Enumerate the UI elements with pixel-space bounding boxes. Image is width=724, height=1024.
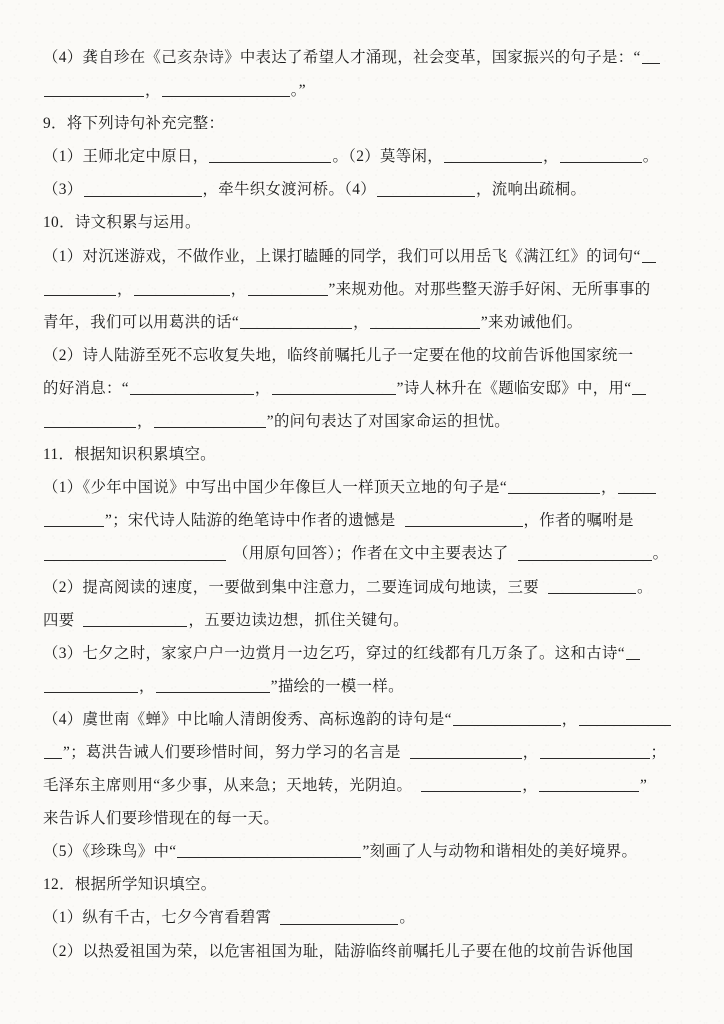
text-line [43, 206, 685, 239]
text-run: ， [254, 379, 271, 397]
answer-blank[interactable] [240, 314, 352, 329]
text-line [43, 140, 685, 173]
answer-blank[interactable] [162, 82, 290, 97]
answer-blank[interactable] [44, 545, 226, 560]
answer-blank[interactable] [579, 711, 671, 726]
answer-blank[interactable] [642, 49, 660, 64]
text-run: （1）《少年中国说》中写出中国少年像巨人一样顶天立地的句子是 [43, 479, 500, 497]
close-quote-mark: ” [63, 743, 71, 761]
text-run: （1）对沉迷游戏，不做作业，上课打瞌睡的同学，我们可以用岳飞《满江红》的词句 [43, 247, 634, 265]
answer-blank[interactable] [272, 380, 396, 395]
text-line [43, 736, 685, 769]
answer-blank[interactable] [618, 479, 656, 494]
text-line [43, 405, 685, 438]
text-run: （4）龚自珍在《己亥杂诗》中表达了希望人才涌现，社会变革，国家振兴的句子是： [43, 49, 634, 66]
text-run: 。 [642, 148, 659, 166]
text-run: 毛泽东主席则用 [43, 777, 154, 795]
open-quote-mark: “ [444, 710, 452, 728]
text-line [43, 74, 685, 107]
text-run: ；宋代诗人陆游的绝笔诗中作者的遗憾是 [112, 512, 396, 530]
close-quote-mark: ” [105, 512, 113, 530]
answer-blank[interactable] [370, 314, 480, 329]
text-line [43, 703, 685, 736]
text-line [43, 901, 685, 934]
text-run: 描绘的一模一样。 [277, 677, 404, 695]
close-quote-mark: ” [298, 82, 306, 100]
text-run: （5）《珍珠鸟》中 [43, 843, 170, 861]
text-run: 诗人林升在《题临安邸》中，用 [403, 379, 625, 397]
text-line [43, 173, 685, 206]
open-quote-mark: “ [633, 49, 641, 66]
text-run: （2）提高阅读的速度，一要做到集中注意力，二要连词成句地读，三要 [43, 578, 540, 596]
close-quote-mark: ” [639, 777, 648, 795]
text-run: ； [650, 743, 667, 761]
text-run: （用原句回答）；作者在文中主要表达了 [233, 545, 509, 563]
text-line [43, 372, 685, 405]
answer-blank[interactable] [154, 413, 266, 428]
text-run: 10．诗文积累与运用。 [43, 214, 201, 232]
close-quote-mark: ” [362, 843, 370, 861]
text-line [43, 273, 685, 306]
text-line [43, 670, 685, 703]
text-line [43, 769, 685, 802]
text-line [43, 339, 685, 372]
answer-blank[interactable] [84, 181, 202, 196]
text-run: ， [542, 148, 559, 166]
text-run: ；葛洪告诫人们要珍惜时间，努力学习的名言是 [70, 743, 401, 761]
answer-blank[interactable] [280, 909, 398, 924]
text-run: ， [522, 777, 538, 795]
answer-blank[interactable] [44, 82, 144, 97]
text-run: 。 [652, 545, 669, 563]
answer-blank[interactable] [508, 479, 600, 494]
answer-blank[interactable] [377, 181, 475, 196]
answer-blank[interactable] [453, 711, 561, 726]
text-run: （1）王师北定中原日， [43, 148, 209, 166]
text-run: 。 [290, 82, 299, 100]
text-run: ， [145, 82, 161, 100]
answer-blank[interactable] [83, 612, 187, 627]
text-run: （3）七夕之时，家家户户一边赏月一边乞巧，穿过的红线都有几万条了。这和古诗 [43, 644, 618, 662]
text-run: （2）诗人陆游至死不忘收复失地，临终前嘱托儿子一定要在他的坟前告诉他国家统一 [43, 346, 634, 364]
answer-blank[interactable] [410, 744, 522, 759]
text-run: 来告诉人们要珍惜现在的每一天。 [43, 810, 280, 828]
text-run: ， [117, 280, 133, 298]
text-line [43, 438, 685, 471]
text-run: 。 [399, 909, 416, 927]
text-run: ，流响出疏桐。 [476, 181, 587, 199]
answer-blank[interactable] [44, 744, 62, 759]
answer-blank[interactable] [44, 678, 138, 693]
open-quote-mark: “ [169, 843, 177, 861]
answer-blank[interactable] [632, 380, 646, 395]
text-run: 来规劝他。对那些整天游手好闲、无所事事的 [335, 280, 651, 298]
text-line [43, 868, 685, 901]
close-quote-mark: ” [396, 379, 404, 397]
close-quote-mark: ” [328, 280, 336, 298]
text-line [43, 637, 685, 670]
answer-blank[interactable] [444, 148, 542, 163]
text-run: ， [353, 313, 369, 331]
text-run: ， [139, 677, 155, 695]
text-run: （2）以热爱祖国为荣，以危害祖国为耻，陆游临终前嘱托儿子要在他的坟前告诉他国 [43, 942, 634, 960]
text-run: 多少事，从来急；天地转，光阴迫。 [160, 777, 413, 795]
open-quote-mark: “ [121, 379, 129, 397]
text-run: 。（2）莫等闲， [332, 148, 443, 166]
open-quote-mark: “ [231, 313, 240, 331]
answer-blank[interactable] [626, 645, 640, 660]
text-run: ， [561, 710, 578, 728]
text-line [43, 537, 685, 570]
text-run: 的好消息： [43, 379, 122, 397]
text-line [43, 935, 685, 968]
text-line [43, 240, 685, 273]
text-line [43, 107, 685, 140]
text-run: ， [137, 413, 153, 431]
text-line [43, 802, 685, 835]
text-run: （1）纵有千古，七夕今宵看碧霄 [43, 909, 272, 927]
answer-blank[interactable] [405, 512, 523, 527]
worksheet-text-body [43, 41, 685, 968]
answer-blank[interactable] [209, 148, 331, 163]
close-quote-mark: ” [270, 677, 278, 695]
open-quote-mark: “ [617, 644, 625, 662]
text-run: 的问句表达了对国家命运的担忧。 [273, 413, 511, 431]
answer-blank[interactable] [548, 578, 636, 593]
answer-blank[interactable] [44, 281, 116, 296]
text-run: 刻画了人与动物和谐相处的美好境界。 [369, 843, 638, 861]
text-run: （4）虞世南《蝉》中比喻人清朗俊秀、高标逸韵的诗句是 [43, 710, 445, 728]
text-run: （3） [43, 181, 83, 199]
close-quote-mark: ” [266, 413, 274, 431]
text-line [43, 306, 685, 339]
text-line [43, 504, 685, 537]
answer-blank[interactable] [44, 413, 136, 428]
open-quote-mark: “ [153, 777, 161, 795]
open-quote-mark: “ [499, 479, 508, 497]
text-run: 来劝诫他们。 [488, 313, 583, 331]
text-line [43, 604, 685, 637]
open-quote-mark: “ [633, 247, 641, 265]
text-run: 12．根据所学知识填空。 [43, 876, 217, 894]
answer-blank[interactable] [421, 777, 521, 792]
answer-blank[interactable] [130, 380, 254, 395]
answer-blank[interactable] [539, 777, 639, 792]
text-line [43, 571, 685, 604]
answer-blank[interactable] [560, 148, 642, 163]
answer-blank[interactable] [642, 248, 656, 263]
text-run: 9．将下列诗句补充完整： [43, 115, 225, 133]
text-line [43, 41, 685, 74]
open-quote-mark: “ [624, 379, 632, 397]
text-run: 四要 [43, 611, 75, 629]
answer-blank[interactable] [540, 744, 650, 759]
text-run: ，作者的嘱咐是 [523, 512, 634, 530]
answer-blank[interactable] [177, 843, 361, 858]
text-line [43, 835, 685, 868]
answer-blank[interactable] [44, 512, 104, 527]
text-run: ，牵牛织女渡河桥。（4） [202, 181, 377, 199]
text-run: ， [230, 280, 247, 298]
text-line [43, 471, 685, 504]
text-run: ，五要边读边想，抓住关键句。 [188, 611, 409, 629]
answer-blank[interactable] [134, 281, 230, 296]
text-run: 11．根据知识积累填空。 [43, 446, 216, 464]
close-quote-mark: ” [480, 313, 489, 331]
text-run: 。 [637, 578, 653, 596]
text-run: 青年，我们可以用葛洪的话 [43, 313, 232, 331]
answer-blank[interactable] [156, 678, 270, 693]
text-run: ， [522, 743, 539, 761]
answer-blank[interactable] [248, 281, 328, 296]
answer-blank[interactable] [518, 545, 652, 560]
text-run: ， [601, 479, 617, 497]
